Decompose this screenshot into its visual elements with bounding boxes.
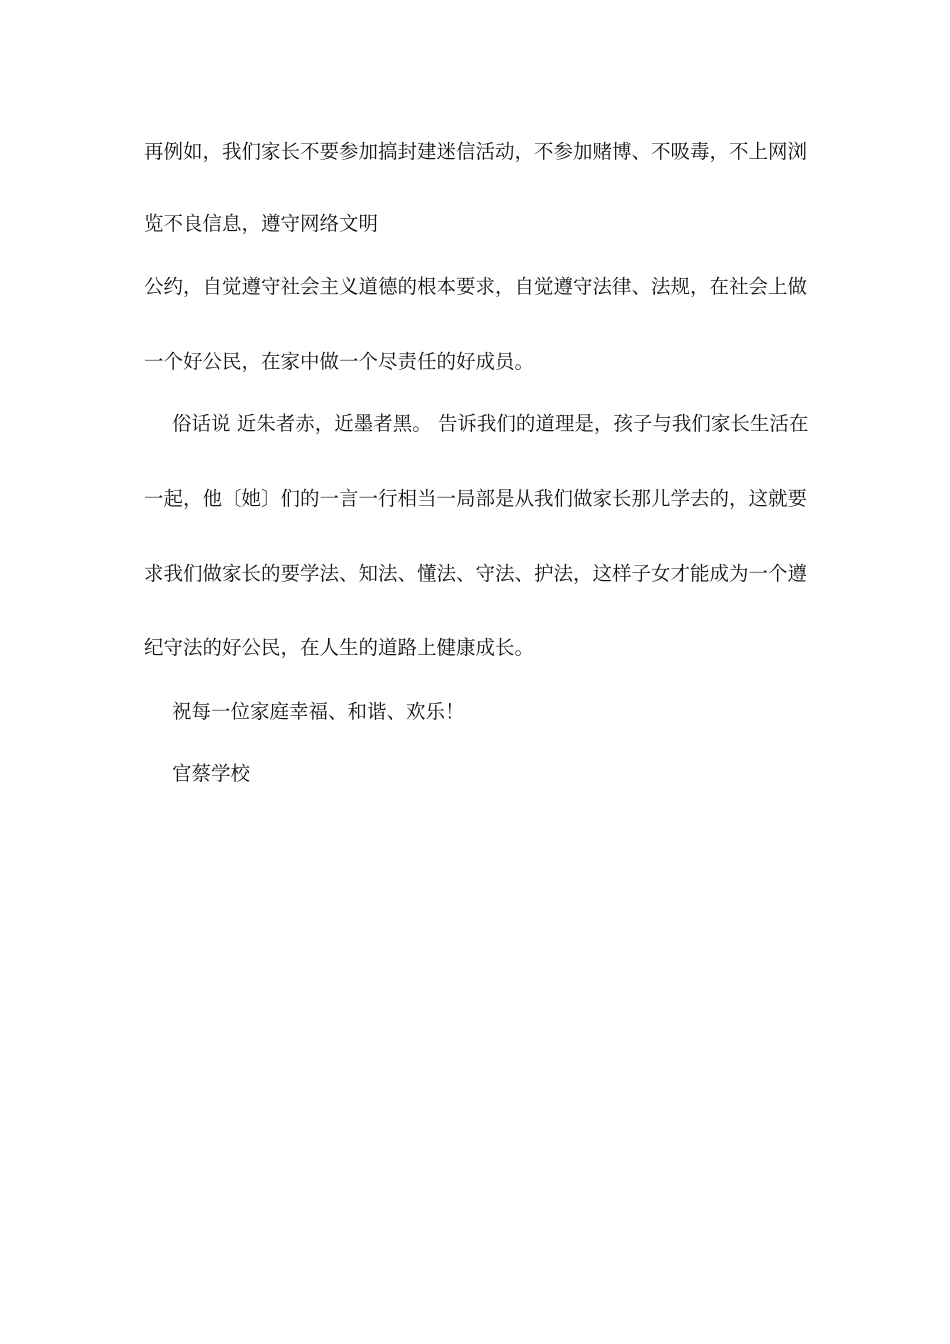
signature-school: 官蔡学校 xyxy=(172,762,251,785)
paragraph-line-8: 纪守法的好公民，在人生的道路上健康成长。 xyxy=(144,636,535,659)
paragraph-line-7: 求我们做家长的要学法、知法、懂法、守法、护法，这样子女才能成为一个遵 xyxy=(144,562,808,585)
closing-wish: 祝每一位家庭幸福、和谐、欢乐！ xyxy=(172,700,465,723)
paragraph-line-3: 公约，自觉遵守社会主义道德的根本要求，自觉遵守法律、法规，在社会上做 xyxy=(144,275,808,298)
paragraph-line-1: 再例如，我们家长不要参加搞封建迷信活动，不参加赌博、不吸毒，不上网浏 xyxy=(144,140,808,163)
paragraph-line-6: 一起，他〔她〕们的一言一行相当一局部是从我们做家长那儿学去的，这就要 xyxy=(144,487,808,510)
paragraph-line-5: 俗话说 近朱者赤，近墨者黑。 告诉我们的道理是，孩子与我们家长生活在 xyxy=(172,412,809,435)
paragraph-line-2: 览不良信息，遵守网络文明 xyxy=(144,212,379,235)
paragraph-line-4: 一个好公民，在家中做一个尽责任的好成员。 xyxy=(144,350,535,373)
